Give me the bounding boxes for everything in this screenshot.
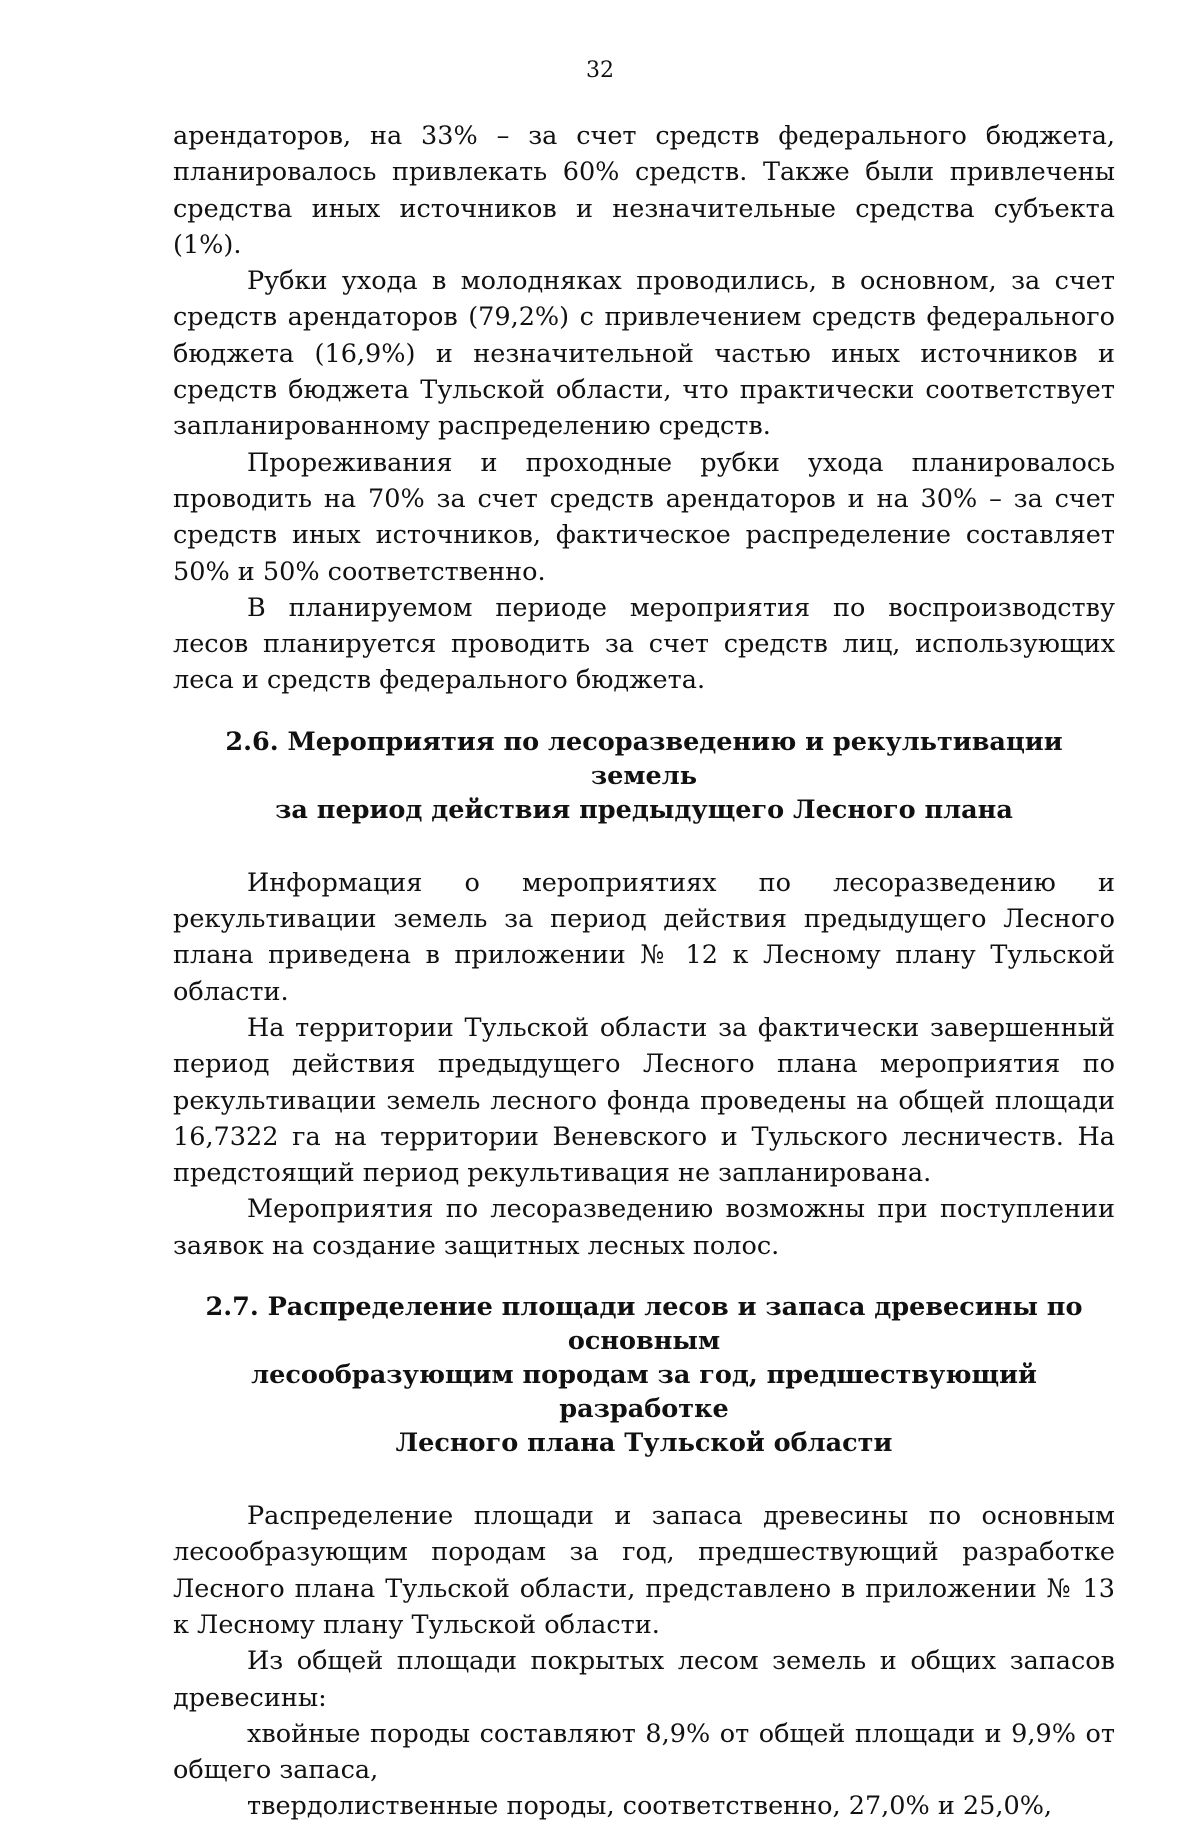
paragraph: твердолиственные породы, соответственно, 27,0% и 25,0%,	[247, 1791, 1053, 1822]
page-number: 32	[586, 58, 614, 83]
heading-line: лесообразующим породам за год, предшествующий разработке	[251, 1360, 1037, 1425]
paragraph-continuation: арендаторов, на 33% – за счет средств федерального бюджета, планировалось привлекать 60% средств. Также были привлечены средства иных источников и незначительные средства субъекта (1%).	[173, 121, 1115, 260]
paragraph: хвойные породы составляют 8,9% от общей площади и 9,9% от общего запаса,	[173, 1718, 1115, 1786]
paragraph: Мероприятия по лесоразведению возможны при поступлении заявок на создание защитных лесных полос.	[173, 1194, 1115, 1261]
paragraph: Рубки ухода в молодняках проводились, в основном, за счет средств арендаторов (79,2%) с привлечением средств федерального бюджета (16,9%) и незначительной частью иных источников и средств бюджета Тульской области, что практически соответствует запланированному распределению средств.	[173, 266, 1115, 442]
paragraph: В планируемом периоде мероприятия по воспроизводству лесов планируется проводить за счет средств лиц, использующих леса и средств федерального бюджета.	[173, 592, 1115, 696]
section-heading-2-6	[173, 725, 1115, 827]
paragraph: Из общей площади покрытых лесом земель и общих запасов древесины:	[173, 1646, 1115, 1713]
paragraph: Информация о мероприятиях по лесоразведению и рекультивации земель за период действия предыдущего Лесного плана приведена в приложении № 12 к Лесному плану Тульской области.	[173, 867, 1115, 1007]
heading-line: 2.6. Мероприятия по лесоразведению и рекультивации земель	[225, 726, 1063, 791]
page-content	[173, 118, 1115, 1825]
paragraph: На территории Тульской области за фактически завершенный период действия предыдущего Лесного плана мероприятия по рекультивации земель лесного фонда проведены на общей площади 16,7322 га на территории Веневского и Тульского лесничеств. На предстоящий период рекультивация не запланирована.	[173, 1012, 1115, 1189]
paragraph: Прореживания и проходные рубки ухода планировалось проводить на 70% за счет средств арендаторов и на 30% – за счет средств иных источников, фактическое распределение составляет 50% и 50% соответственно.	[173, 447, 1115, 587]
heading-line: за период действия предыдущего Лесного плана	[275, 794, 1013, 825]
heading-line: 2.7. Распределение площади лесов и запаса древесины по основным	[205, 1292, 1083, 1357]
heading-line: Лесного плана Тульской области	[395, 1428, 893, 1459]
paragraph: Распределение площади и запаса древесины по основным лесообразующим породам за год, предшествующий разработке Лесного плана Тульской области, представлено в приложении № 13 к Лесному плану Тульской области.	[173, 1501, 1115, 1640]
section-heading-2-7	[173, 1290, 1115, 1460]
